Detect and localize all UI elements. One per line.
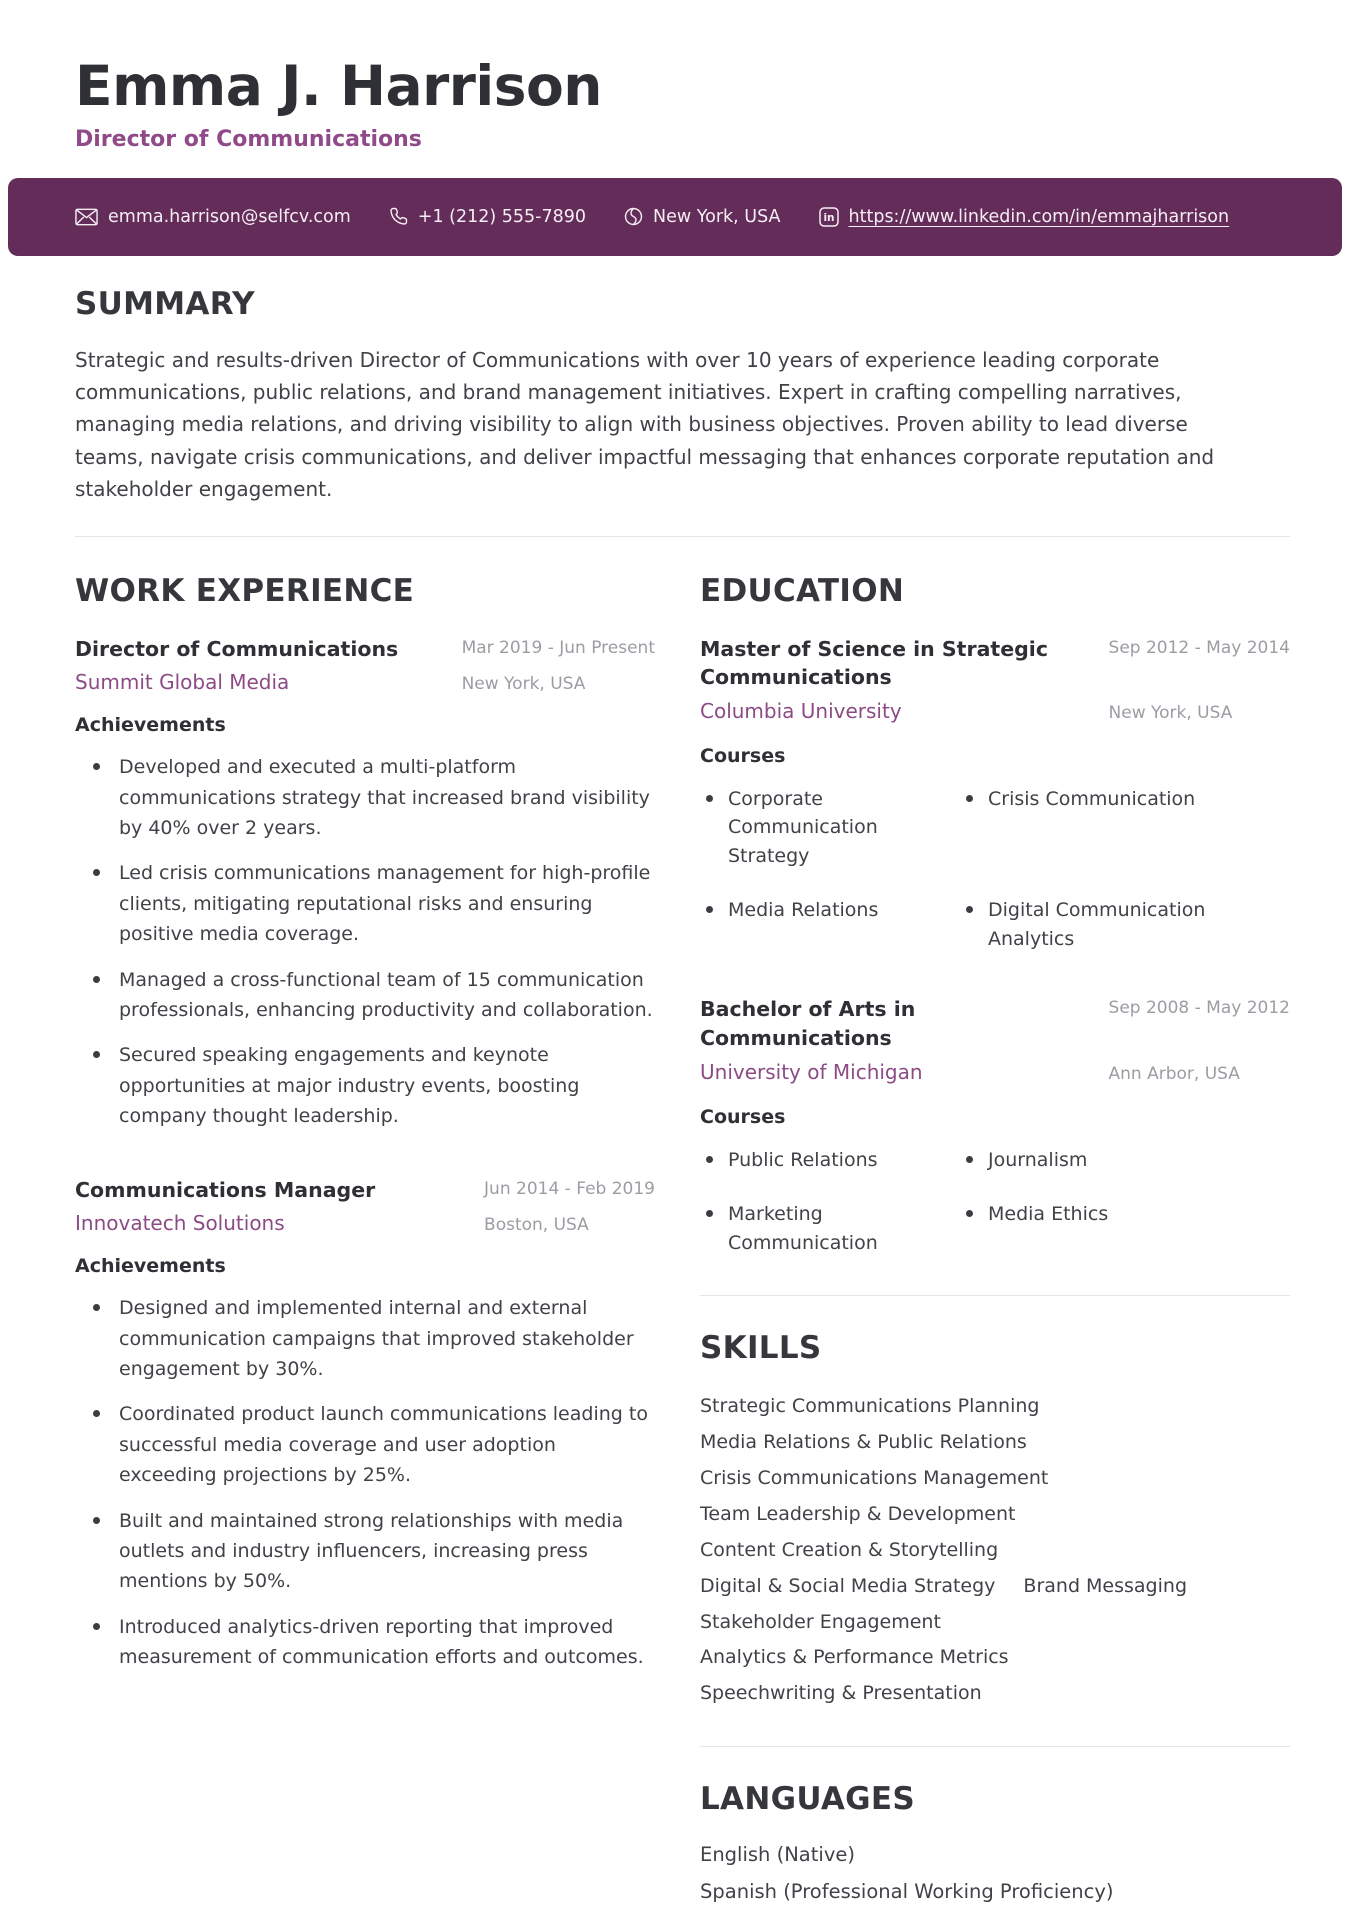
degree-title: Bachelor of Arts in Communications <box>700 997 916 1051</box>
work-heading: WORK EXPERIENCE <box>75 572 415 609</box>
skill-item: Crisis Communications Management <box>700 1467 1049 1490</box>
phone-icon <box>389 207 408 226</box>
person-name: Emma J. Harrison <box>75 54 602 118</box>
degree-dates: Sep 2012 - May 2014 <box>1108 637 1290 658</box>
contact-linkedin <box>819 207 1230 227</box>
svg-text:in: in <box>822 211 835 224</box>
divider <box>700 1746 1290 1747</box>
skills-heading: SKILLS <box>700 1330 822 1367</box>
skill-item: Stakeholder Engagement <box>700 1610 941 1633</box>
linkedin-link[interactable]: https://www.linkedin.com/in/emmajharrison <box>848 206 1230 227</box>
languages-list <box>700 1841 1290 1907</box>
course-item: Digital Communication Analytics <box>960 896 1290 953</box>
achievement-item: Led crisis communications management for high-profile clients, mitigating reputational risks and ensuring positive media coverage. <box>75 858 655 949</box>
courses-label: Courses <box>700 744 786 767</box>
education-heading: EDUCATION <box>700 572 905 609</box>
job-entry <box>75 1176 655 1673</box>
achievement-item: Secured speaking engagements and keynote opportunities at major industry events, boosting company thought leadership. <box>75 1040 655 1131</box>
skills-section <box>700 1330 1290 1708</box>
courses-list <box>700 1146 1290 1258</box>
job-dates: Mar 2019 - Jun Present <box>461 637 655 658</box>
language-item: English (Native) <box>700 1843 855 1867</box>
achievement-item: Developed and executed a multi-platform communications strategy that increased brand visibility by 40% over 2 years. <box>75 752 655 843</box>
person-job-title: Director of Communications <box>75 126 422 152</box>
courses-list <box>700 785 1290 954</box>
contact-email-text: emma.harrison@selfcv.com <box>108 206 351 227</box>
skill-item: Brand Messaging <box>1023 1574 1188 1597</box>
contact-phone-text: +1 (212) 555-7890 <box>417 206 587 227</box>
job-entry <box>75 635 655 1132</box>
course-item: Corporate Communication Strategy <box>700 785 950 871</box>
skill-item: Media Relations & Public Relations <box>700 1431 1027 1454</box>
globe-location-icon <box>624 207 643 226</box>
summary-heading: SUMMARY <box>75 285 255 322</box>
achievements-list <box>75 752 655 1131</box>
degree-entry <box>700 635 1290 954</box>
skill-item: Strategic Communications Planning <box>700 1395 1040 1418</box>
divider <box>700 1295 1290 1296</box>
job-title: Director of Communications <box>75 636 399 661</box>
achievement-item: Coordinated product launch communications leading to successful media coverage and user adoption exceeding projections by 25%. <box>75 1399 655 1490</box>
degree-school: Columbia University <box>700 698 902 723</box>
skills-list <box>700 1392 1290 1708</box>
achievement-item: Built and maintained strong relationships with media outlets and industry influencers, increasing press mentions by 50%. <box>75 1506 655 1597</box>
contact-bar <box>8 178 1342 256</box>
degree-title: Master of Science in Strategic Communications <box>700 636 1048 690</box>
languages-heading: LANGUAGES <box>700 1781 915 1818</box>
contact-phone <box>389 207 586 227</box>
job-company: Summit Global Media <box>75 670 290 695</box>
languages-section <box>700 1781 1290 1907</box>
achievement-item: Designed and implemented internal and external communication campaigns that improved stakeholder engagement by 30%. <box>75 1293 655 1384</box>
contact-location-text: New York, USA <box>653 206 781 227</box>
job-title: Communications Manager <box>75 1177 376 1202</box>
degree-location: Ann Arbor, USA <box>1108 1063 1240 1084</box>
achievements-list <box>75 1293 655 1672</box>
contact-location <box>624 207 780 227</box>
course-item: Public Relations <box>700 1146 950 1175</box>
achievements-label: Achievements <box>75 1255 226 1278</box>
linkedin-icon <box>819 207 839 227</box>
skill-item: Analytics & Performance Metrics <box>700 1646 1009 1669</box>
contact-email <box>75 207 351 227</box>
summary-text: Strategic and results-driven Director of Communications with over 10 years of experience leading corporate communications, public relations, and brand management initiatives. Expert in crafting compelling narratives, managing media relations, and driving visibility to align with business objectives. Proven ability to lead diverse teams, navigate crisis communications, and deliver impactful messaging that enhances corporate reputation and stakeholder engagement. <box>75 347 1215 502</box>
skill-item: Digital & Social Media Strategy <box>700 1574 996 1597</box>
divider <box>75 536 1290 537</box>
header <box>0 0 1350 152</box>
degree-dates: Sep 2008 - May 2012 <box>1108 998 1290 1019</box>
courses-label: Courses <box>700 1105 786 1128</box>
content <box>0 256 1350 1907</box>
course-item: Crisis Communication <box>960 785 1290 871</box>
right-column <box>700 573 1290 1907</box>
degree-entry <box>700 995 1290 1257</box>
job-company: Innovatech Solutions <box>75 1211 285 1236</box>
degree-location: New York, USA <box>1108 702 1233 723</box>
achievement-item: Managed a cross-functional team of 15 communication professionals, enhancing productivity and collaboration. <box>75 965 655 1026</box>
job-location: Boston, USA <box>484 1215 589 1236</box>
skill-item: Content Creation & Storytelling <box>700 1538 999 1561</box>
work-experience-section <box>75 573 655 1688</box>
achievement-item: Introduced analytics-driven reporting that improved measurement of communication efforts and outcomes. <box>75 1612 655 1673</box>
course-item: Marketing Communication <box>700 1200 950 1257</box>
course-item: Journalism <box>960 1146 1290 1175</box>
job-location: New York, USA <box>461 674 586 695</box>
skill-item: Speechwriting & Presentation <box>700 1682 982 1705</box>
degree-school: University of Michigan <box>700 1059 923 1084</box>
achievements-label: Achievements <box>75 714 226 737</box>
skill-item: Team Leadership & Development <box>700 1502 1016 1525</box>
course-item: Media Relations <box>700 896 950 953</box>
job-dates: Jun 2014 - Feb 2019 <box>484 1178 655 1199</box>
language-item: Spanish (Professional Working Proficiency) <box>700 1880 1114 1904</box>
email-icon <box>75 208 98 226</box>
course-item: Media Ethics <box>960 1200 1290 1257</box>
education-section <box>700 573 1290 1258</box>
